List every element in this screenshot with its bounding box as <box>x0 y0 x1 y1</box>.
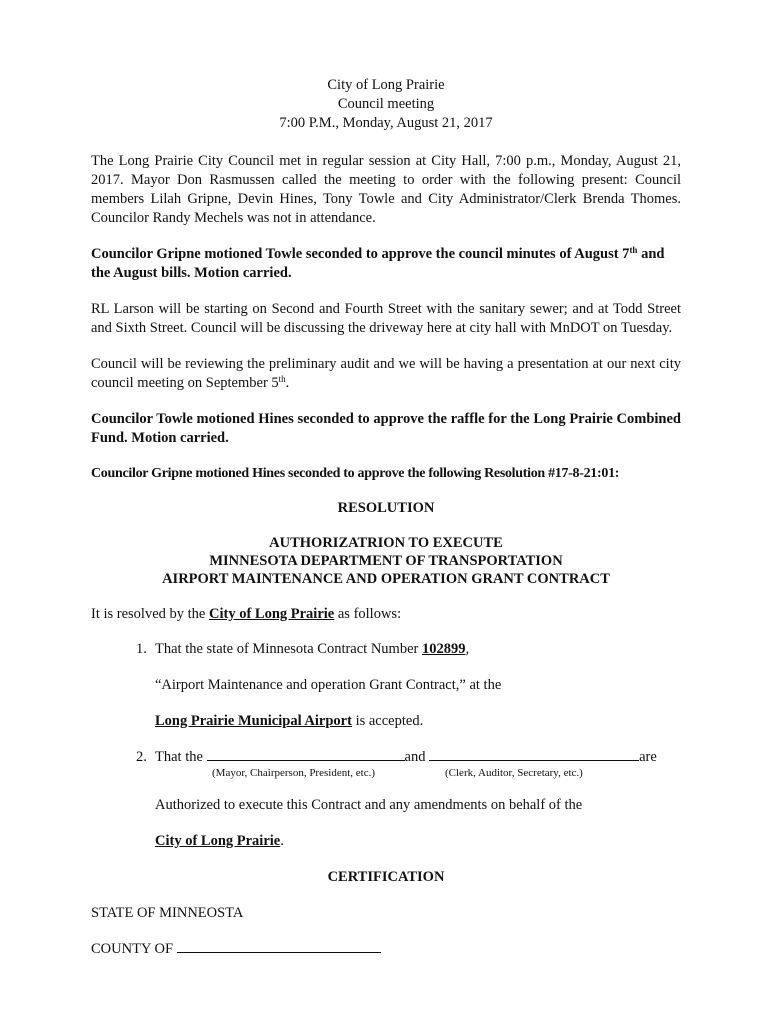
resolution-title-line-2: MINNESOTA DEPARTMENT OF TRANSPORTATION <box>209 553 563 569</box>
resolved-tail: as follows: <box>334 606 402 622</box>
resolution-item-2 <box>91 748 681 851</box>
motion-minutes-tail: and the August bills. Motion carried. <box>91 246 665 281</box>
certification-heading: CERTIFICATION <box>327 869 445 885</box>
paragraph-audit-text: Council will be reviewing the preliminary audit and we will be having a presentation at our next city council meeting on September 5 <box>91 356 681 391</box>
item-2-authorized: Authorized to execute this Contract and any amendments on behalf of the <box>155 797 583 813</box>
header-datetime: 7:00 P.M., Monday, August 21, 2017 <box>279 115 493 131</box>
caption-mayor: (Mayor, Chairperson, President, etc.) <box>212 767 375 779</box>
header-city: City of Long Prairie <box>327 77 445 93</box>
item-1-line-3 <box>155 712 681 731</box>
item-2-are: are <box>639 749 657 765</box>
item-1-number: 1. <box>136 641 147 657</box>
document-page <box>91 76 681 959</box>
certification-state: STATE OF MINNEOSTA <box>91 905 244 921</box>
document-header <box>91 76 681 133</box>
paragraph-audit-sup: th <box>278 374 286 384</box>
resolution-title-line-3: AIRPORT MAINTENANCE AND OPERATION GRANT CONTRACT <box>162 571 610 587</box>
motion-minutes-sup: th <box>629 245 638 255</box>
county-blank-line[interactable] <box>177 940 381 953</box>
item-2-city-line <box>155 832 681 851</box>
officer-1-blank-line[interactable] <box>207 748 405 761</box>
item-1-line-2: “Airport Maintenance and operation Grant Contract,” at the <box>155 677 502 693</box>
resolution-title <box>91 534 681 588</box>
resolution-title-line-1: AUTHORIZATRION TO EXECUTE <box>269 535 503 551</box>
caption-clerk: (Clerk, Auditor, Secretary, etc.) <box>445 767 583 779</box>
contract-number: 102899 <box>421 641 466 657</box>
paragraph-attendance: The Long Prairie City Council met in regular session at City Hall, 7:00 p.m., Monday, August 21, 2017. Mayor Don Rasmussen called the meeting to order with the following present: Council members Lilah Gripne, Devin Hines, Tony Towle and City Administrator/Clerk Brenda Thomes. Councilor Randy Mechels was not in attendance. <box>91 153 681 226</box>
resolved-city: City of Long Prairie <box>209 606 335 622</box>
officer-2-blank-line[interactable] <box>429 748 639 761</box>
county-label: COUNTY OF <box>91 941 177 957</box>
resolution-item-1 <box>91 640 681 731</box>
item-2-that: That the <box>155 749 207 765</box>
certification-county <box>91 940 681 959</box>
resolution-heading: RESOLUTION <box>337 500 435 516</box>
item-2-city: City of Long Prairie <box>155 833 281 849</box>
item-2-and: and <box>404 749 430 765</box>
resolved-statement <box>91 605 681 624</box>
item-1-line-1 <box>155 640 681 659</box>
motion-resolution: Councilor Gripne motioned Hines seconded to approve the following Resolution #17-8-21:01: <box>91 466 620 481</box>
item-1-comma: , <box>465 641 470 657</box>
airport-name: Long Prairie Municipal Airport <box>155 713 352 729</box>
paragraph-sewer: RL Larson will be starting on Second and Fourth Street with the sanitary sewer; and at Todd Street and Sixth Street. Council will be discussing the driveway here at city hall with MnDOT on Tuesday. <box>91 301 681 336</box>
item-2-period: . <box>280 833 284 849</box>
item-1-text: That the state of Minnesota Contract Number <box>155 641 422 657</box>
motion-minutes-text: Councilor Gripne motioned Towle seconded to approve the council minutes of August 7 <box>91 246 630 262</box>
resolved-text: It is resolved by the <box>91 606 209 622</box>
paragraph-audit-tail: . <box>285 375 290 391</box>
item-2-line-1 <box>155 748 681 767</box>
blank-captions <box>155 767 681 781</box>
item-1-accepted: is accepted. <box>351 713 424 729</box>
header-meeting: Council meeting <box>337 96 435 112</box>
paragraph-audit <box>91 355 681 393</box>
motion-raffle: Councilor Towle motioned Hines seconded to approve the raffle for the Long Prairie Combined Fund. Motion carried. <box>91 411 681 446</box>
motion-minutes <box>91 245 681 283</box>
item-2-number: 2. <box>136 749 147 765</box>
